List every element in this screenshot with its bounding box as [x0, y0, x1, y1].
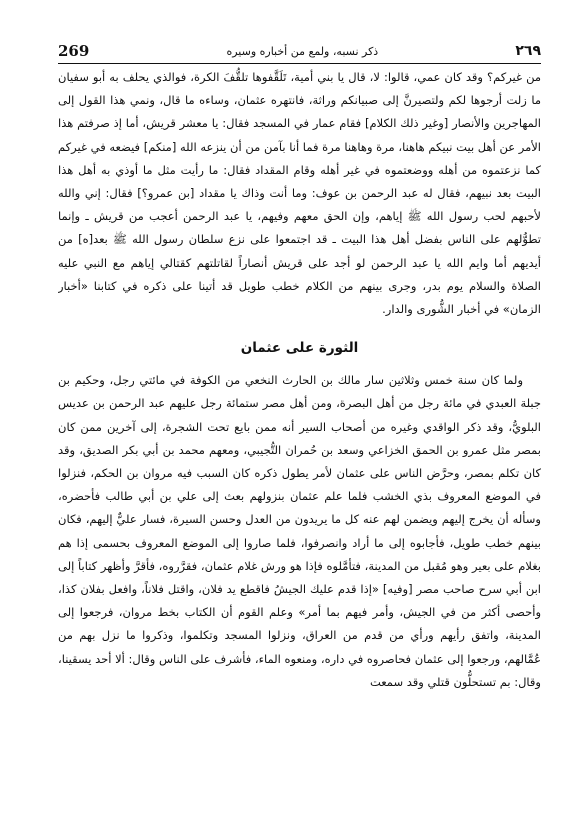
page-number-latin: 269 — [58, 42, 90, 60]
header-divider — [58, 63, 541, 64]
section-heading: الثورة على عثمان — [240, 340, 359, 357]
paragraph: ولما كان سنة خمس وثلاثين سار مالك بن الحارث النخعي من الكوفة في مائتي رجل، وحكيم بن جبلة العبدي في مائة رجل من أهل البصرة، ومن أهل مصر ستمائة رجل عليهم عبد الرحمن بن عديس البلويُّ، وقد ذكر الواقدي وغيره من أصحاب السير أنه ممن بايع تحت الشجرة، إلى آخرين ممن كان بمصر مثل عمرو بن الحمق الخزاعي وسعد بن حُمران التُّجيبي، ومعهم محمد بن أبي بكر الصديق، وقد كان تكلم بمصر، وحرَّض الناس على عثمان لأمر يطول ذكره كان السبب فيه مروان بن الحكم، فنزلوا في الموضع المعروف بذي الخشب فلما علم عثمان بنزولهم بعث إلى علي بن أبي طالب فأحضره، وسأله أن يخرج إليهم ويضمن لهم عنه كل ما يريدون من العدل وحسن السيرة، فسار عليٌّ إليهم، فكان بينهم خطب طويل، فأجابوه إلى ما أراد وانصرفوا، فلما صاروا إلى الموضع المعروف بحسمى إذا هم بغلام على بعير وهو مُقبل من المدينة، فتأمَّلوه فإذا هو ورش غلام عثمان، فقرَّروه، فأقرَّ وأظهر كتاباً إلى ابن أبي سرح صاحب مصر [وفيه] «إذا قدم عليك الجيشُ فاقطع يد فلان، واقتل فلاناً، وافعل بفلان كذا، وأحصى أكثر من في الجيش، وأمر فيهم بما أمر» وعلم القوم أن الكتاب بخط مروان، فرجعوا إلى المدينة، واتفق رأيهم ورأي من قدم من العراق، ونزلوا المسجد وتكلموا، وذكروا ما نزل بهم من عُمَّالهم، ورجعوا إلى عثمان فحاصروه في داره، ومنعوه الماء، فأشرف على الناس وقال: ألا أحد يسقينا، وقال: بم تستحلُّون قتلي وقد سمعت — [58, 373, 541, 689]
page-header — [58, 38, 541, 64]
running-title: ذكر نسبه، ولمع من أخباره وسيره — [226, 44, 379, 58]
page-body — [58, 66, 541, 831]
page-number-arabic: ٢٦٩ — [515, 43, 541, 59]
paragraph: من غيركم؟ وقد كان عمي، قالوا: لا، قال يا بني أمية، تَلَقَّفوها تلقُّفَ الكرة، فوالذي يحلف به أبو سفيان ما زلت أرجوها لكم ولتصيرنَّ إلى صبيانكم وراثة، فانتهره عثمان، وساءه ما قال، ونمي هذا القول إلى المهاجرين والأنصار [وغير ذلك الكلام] فقام عمار في المسجد فقال: يا معشر قريش، أما إذ صرفتم هذا الأمر عن أهل بيت نبيكم هاهنا، مرة وهاهنا مرة فما أنا بآمن من أن ينزعه الله [منكم] فيضعه في غيركم كما نزعتموه من أهله ووضعتموه في غير أهله وقام المقداد فقال: ما رأيت مثل ما أوذي به أهل هذا البيت بعد نبيهم، فقال له عبد الرحمن بن عوف: وما أنت وذاك يا مقداد [بن عمرو؟] فقال: إني والله لأحبهم لحب رسول الله ﷺ إياهم، وإن الحق معهم وفيهم، يا عبد الرحمن أعجب من قريش ـ وإنما تطوُّلهم على الناس بفضل أهل هذا البيت ـ قد اجتمعوا على نزع سلطان رسول الله ﷺ بعد[ه] من أيديهم أما وايم الله يا عبد الرحمن لو أجد على قريش أنصاراً لقاتلتهم كقتالي إياهم مع النبي عليه الصلاة والسلام يوم بدر، وجرى بينهم من الكلام خطب طويل قد أتينا على ذكره في كتابنا «أخبار الزمان» في أخبار الشُّورى والدار. — [58, 70, 541, 317]
